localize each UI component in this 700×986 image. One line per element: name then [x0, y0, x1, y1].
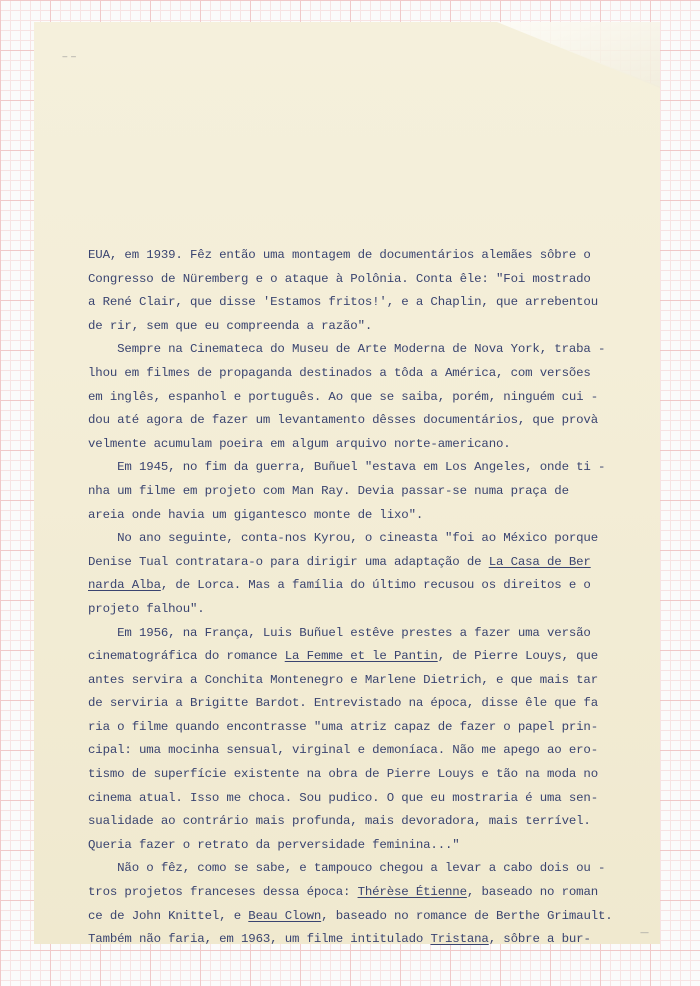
text-segment: nha um filme em projeto com Man Ray. Devia passar-se numa praça de: [88, 483, 569, 498]
text-line: [88, 905, 628, 929]
text-segment: Em 1945, no fim da guerra, Buñuel "estava em Los Angeles, onde ti -: [88, 460, 606, 475]
text-segment: Também não faria, em 1963, um filme intitulado: [88, 932, 431, 947]
text-segment: de rir, sem que eu compreenda a razão".: [88, 318, 373, 333]
text-line: [88, 787, 628, 811]
text-line: [88, 857, 628, 881]
text-line: [88, 739, 628, 763]
text-line: [88, 598, 628, 622]
text-segment: Denise Tual contratara-o para dirigir uma adaptação de: [88, 554, 489, 569]
text-segment: dou até agora de fazer um levantamento dêsses documentários, que provà: [88, 413, 598, 428]
text-line: [88, 763, 628, 787]
corner-mark: ‒ ‒: [62, 52, 77, 62]
text-line: [88, 409, 628, 433]
text-segment: EUA, em 1939. Fêz então uma montagem de documentários alemães sôbre o: [88, 248, 591, 262]
text-line: [88, 692, 628, 716]
text-line: [88, 268, 628, 292]
text-line: [88, 338, 628, 362]
text-line: [88, 928, 628, 952]
text-line: [88, 456, 628, 480]
text-segment: ria o filme quando encontrasse "uma atriz capaz de fazer o papel prin-: [88, 719, 598, 734]
text-line: [88, 386, 628, 410]
text-segment: antes servira a Conchita Montenegro e Marlene Dietrich, e que mais tar: [88, 672, 598, 687]
text-segment: em inglês, espanhol e português. Ao que se saiba, porém, ninguém cui -: [88, 389, 598, 404]
text-segment: ce de John Knittel, e: [88, 908, 249, 923]
text-segment: , de Pierre Louys, que: [437, 649, 599, 664]
text-line: [88, 504, 628, 528]
text-segment: sualidade ao contrário mais profunda, mais devoradora, mais terrível.: [88, 814, 591, 829]
text-line: [88, 527, 628, 551]
text-line: [88, 315, 628, 339]
text-segment: cinematográfica do romance: [88, 649, 285, 664]
underlined-title: La Casa de Ber: [488, 554, 591, 569]
text-line: [88, 622, 628, 646]
text-line: [88, 834, 628, 858]
text-segment: velmente acumulam poeira em algum arquivo norte-americano.: [88, 436, 511, 451]
text-segment: , baseado no romance de Berthe Grimault.: [321, 908, 613, 923]
text-segment: lhou em filmes de propaganda destinados a tôda a América, com versões: [88, 365, 591, 380]
text-line: [88, 433, 628, 457]
text-segment: , de Lorca. Mas a família do último recusou os direitos e o: [160, 578, 591, 593]
text-line: [88, 551, 628, 575]
text-line: [88, 574, 628, 598]
text-segment: , baseado no roman: [466, 885, 599, 900]
underlined-title: narda Alba: [88, 578, 161, 593]
text-segment: Não o fêz, como se sabe, e tampouco chegou a levar a cabo dois ou -: [88, 861, 606, 876]
text-line: [88, 716, 628, 740]
text-segment: areia onde havia um gigantesco monte de lixo".: [88, 507, 424, 522]
underlined-title: Tristana: [430, 932, 489, 947]
text-segment: tismo de superfície existente na obra de Pierre Louys e tão na moda no: [88, 767, 598, 782]
text-segment: Congresso de Nüremberg e o ataque à Polônia. Conta êle: "Foi mostrado: [88, 271, 591, 286]
text-segment: Em 1956, na França, Luis Buñuel estêve prestes a fazer uma versão: [88, 625, 591, 640]
text-line: [88, 810, 628, 834]
text-segment: No ano seguinte, conta-nos Kyrou, o cineasta "foi ao México porque: [88, 531, 598, 546]
text-line: [88, 645, 628, 669]
text-line: [88, 881, 628, 905]
text-line: [88, 362, 628, 386]
text-segment: cinema atual. Isso me choca. Sou pudico. O que eu mostraria é uma sen-: [88, 790, 598, 805]
text-line: [88, 480, 628, 504]
corner-mark: —: [640, 928, 649, 938]
text-segment: Queria fazer o retrato da perversidade feminina...": [88, 837, 460, 852]
text-segment: , sôbre a bur-: [488, 932, 591, 947]
text-segment: cipal: uma mocinha sensual, virginal e demoníaca. Não me apego ao ero-: [88, 743, 598, 758]
text-segment: a René Clair, que disse 'Estamos fritos!', e a Chaplin, que arrebentou: [88, 295, 598, 310]
text-segment: projeto falhou".: [88, 601, 205, 616]
text-line: [88, 669, 628, 693]
text-segment: de serviria a Brigitte Bardot. Entrevistado na época, disse êle que fa: [88, 696, 598, 711]
underlined-title: La Femme et le Pantin: [284, 649, 438, 664]
typed-text-body: [88, 244, 628, 952]
text-line: [88, 244, 628, 268]
text-segment: tros projetos franceses dessa época:: [88, 885, 358, 900]
underlined-title: Thérèse Étienne: [357, 885, 467, 900]
text-line: [88, 291, 628, 315]
underlined-title: Beau Clown: [248, 908, 322, 923]
text-segment: Sempre na Cinemateca do Museu de Arte Moderna de Nova York, traba -: [88, 342, 606, 357]
